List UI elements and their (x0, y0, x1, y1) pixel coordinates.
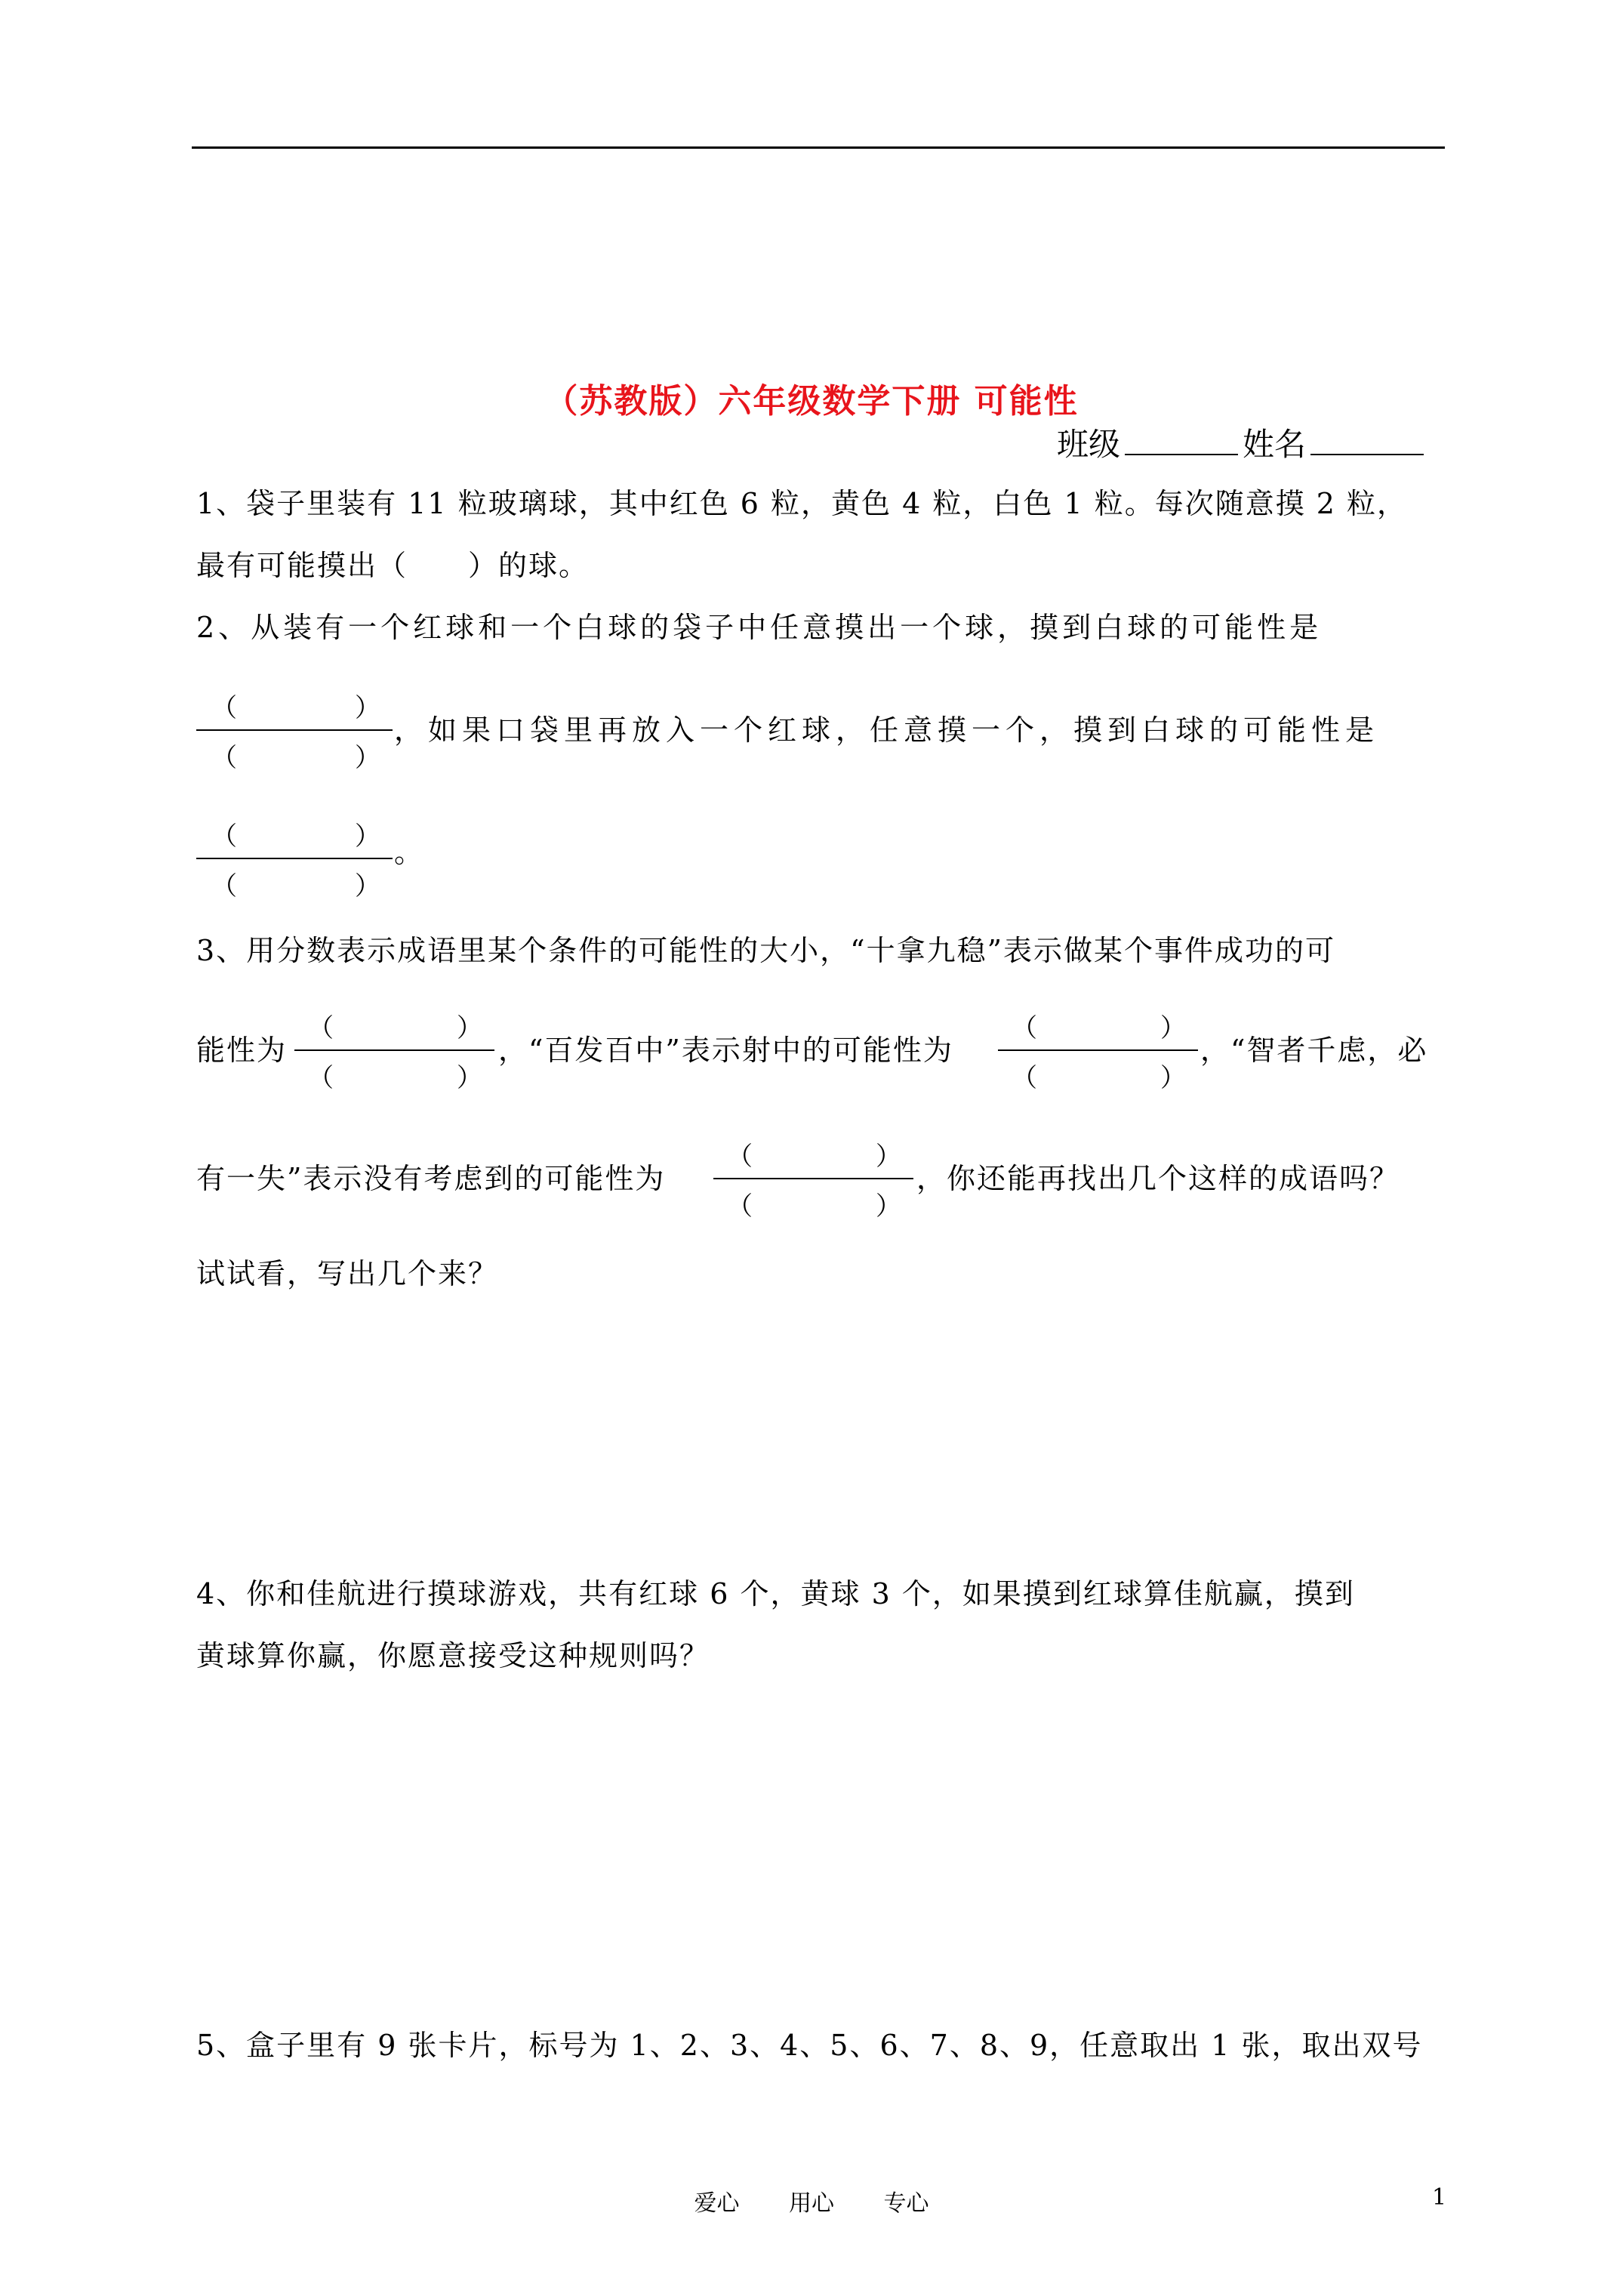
class-blank[interactable] (1125, 448, 1238, 455)
fraction-bar (196, 729, 393, 731)
q3-line2c: ，“智者千虑，必 (1200, 1034, 1428, 1067)
q5-line1: 5、盒子里有 9 张卡片，标号为 1、2、3、4、5、6、7、8、9，任意取出 1 张，取出双号 (196, 2029, 1423, 2062)
q2-line3: 。 (394, 836, 425, 869)
paren-close: ） (457, 1063, 482, 1093)
q3-line2a: 能性为 (196, 1034, 288, 1067)
q1-line1: 1、袋子里装有 11 粒玻璃球，其中红色 6 粒，黄色 4 粒，白色 1 粒。每次随意摸 2 粒， (196, 487, 1408, 520)
page-title: （苏教版）六年级数学下册 可能性 (544, 382, 1079, 421)
paren-open: （ (211, 821, 237, 852)
name-blank[interactable] (1310, 448, 1424, 455)
paren-open: （ (211, 693, 237, 723)
page-number: 1 (1432, 2184, 1447, 2211)
q2-line2: ，如果口袋里再放入一个红球，任意摸一个，摸到白球的可能性是 (394, 713, 1380, 747)
footer-middle: 用心 (789, 2190, 834, 2217)
paren-open: （ (727, 1142, 753, 1172)
q1-line2: 最有可能摸出（ ）的球。 (196, 549, 590, 582)
q4-line2: 黄球算你赢，你愿意接受这种规则吗？ (196, 1639, 710, 1672)
paren-open: （ (1012, 1013, 1037, 1043)
fraction-bar (294, 1049, 494, 1051)
q3-fraction-2[interactable] (998, 1007, 1198, 1093)
q3-line4: 试试看，写出几个来？ (196, 1257, 499, 1290)
footer-left: 爱心 (694, 2190, 740, 2217)
header-rule (192, 146, 1445, 149)
fraction-bar (196, 858, 393, 859)
name-label: 姓名 (1243, 426, 1307, 463)
paren-close: ） (355, 743, 380, 773)
paren-close: ） (355, 821, 380, 852)
fraction-bar (713, 1178, 913, 1179)
paren-close: ） (876, 1191, 901, 1222)
q3-line1: 3、用分数表示成语里某个条件的可能性的大小，“十拿九稳”表示做某个事件成功的可 (196, 934, 1336, 967)
page-footer (0, 2184, 1623, 2217)
class-name-line (1057, 420, 1428, 465)
paren-open: （ (211, 743, 237, 773)
paren-open: （ (211, 871, 237, 901)
paren-close: ） (876, 1142, 901, 1172)
q2-fraction-1[interactable] (196, 687, 393, 773)
paren-open: （ (727, 1191, 753, 1222)
q2-line1: 2、从装有一个红球和一个白球的袋子中任意摸出一个球，摸到白球的可能性是 (196, 611, 1323, 644)
q4-line1: 4、你和佳航进行摸球游戏，共有红球 6 个，黄球 3 个，如果摸到红球算佳航赢，摸到 (196, 1577, 1355, 1610)
q3-line2b: ，“百发百中”表示射中的可能性为 (498, 1034, 953, 1067)
paren-open: （ (308, 1013, 334, 1043)
q3-fraction-1[interactable] (294, 1007, 494, 1093)
q3-fraction-3[interactable] (713, 1136, 913, 1222)
paren-open: （ (1012, 1063, 1037, 1093)
paren-close: ） (355, 693, 380, 723)
paren-close: ） (1160, 1013, 1186, 1043)
paren-close: ） (355, 871, 380, 901)
paren-close: ） (457, 1013, 482, 1043)
paren-open: （ (308, 1063, 334, 1093)
q3-line3a: 有一失”表示没有考虑到的可能性为 (196, 1162, 666, 1195)
footer-right: 专心 (883, 2190, 929, 2217)
q3-line3b: ，你还能再找出几个这样的成语吗？ (916, 1162, 1400, 1195)
q2-fraction-2[interactable] (196, 815, 393, 901)
fraction-bar (998, 1049, 1198, 1051)
paren-close: ） (1160, 1063, 1186, 1093)
class-label: 班级 (1057, 426, 1121, 463)
